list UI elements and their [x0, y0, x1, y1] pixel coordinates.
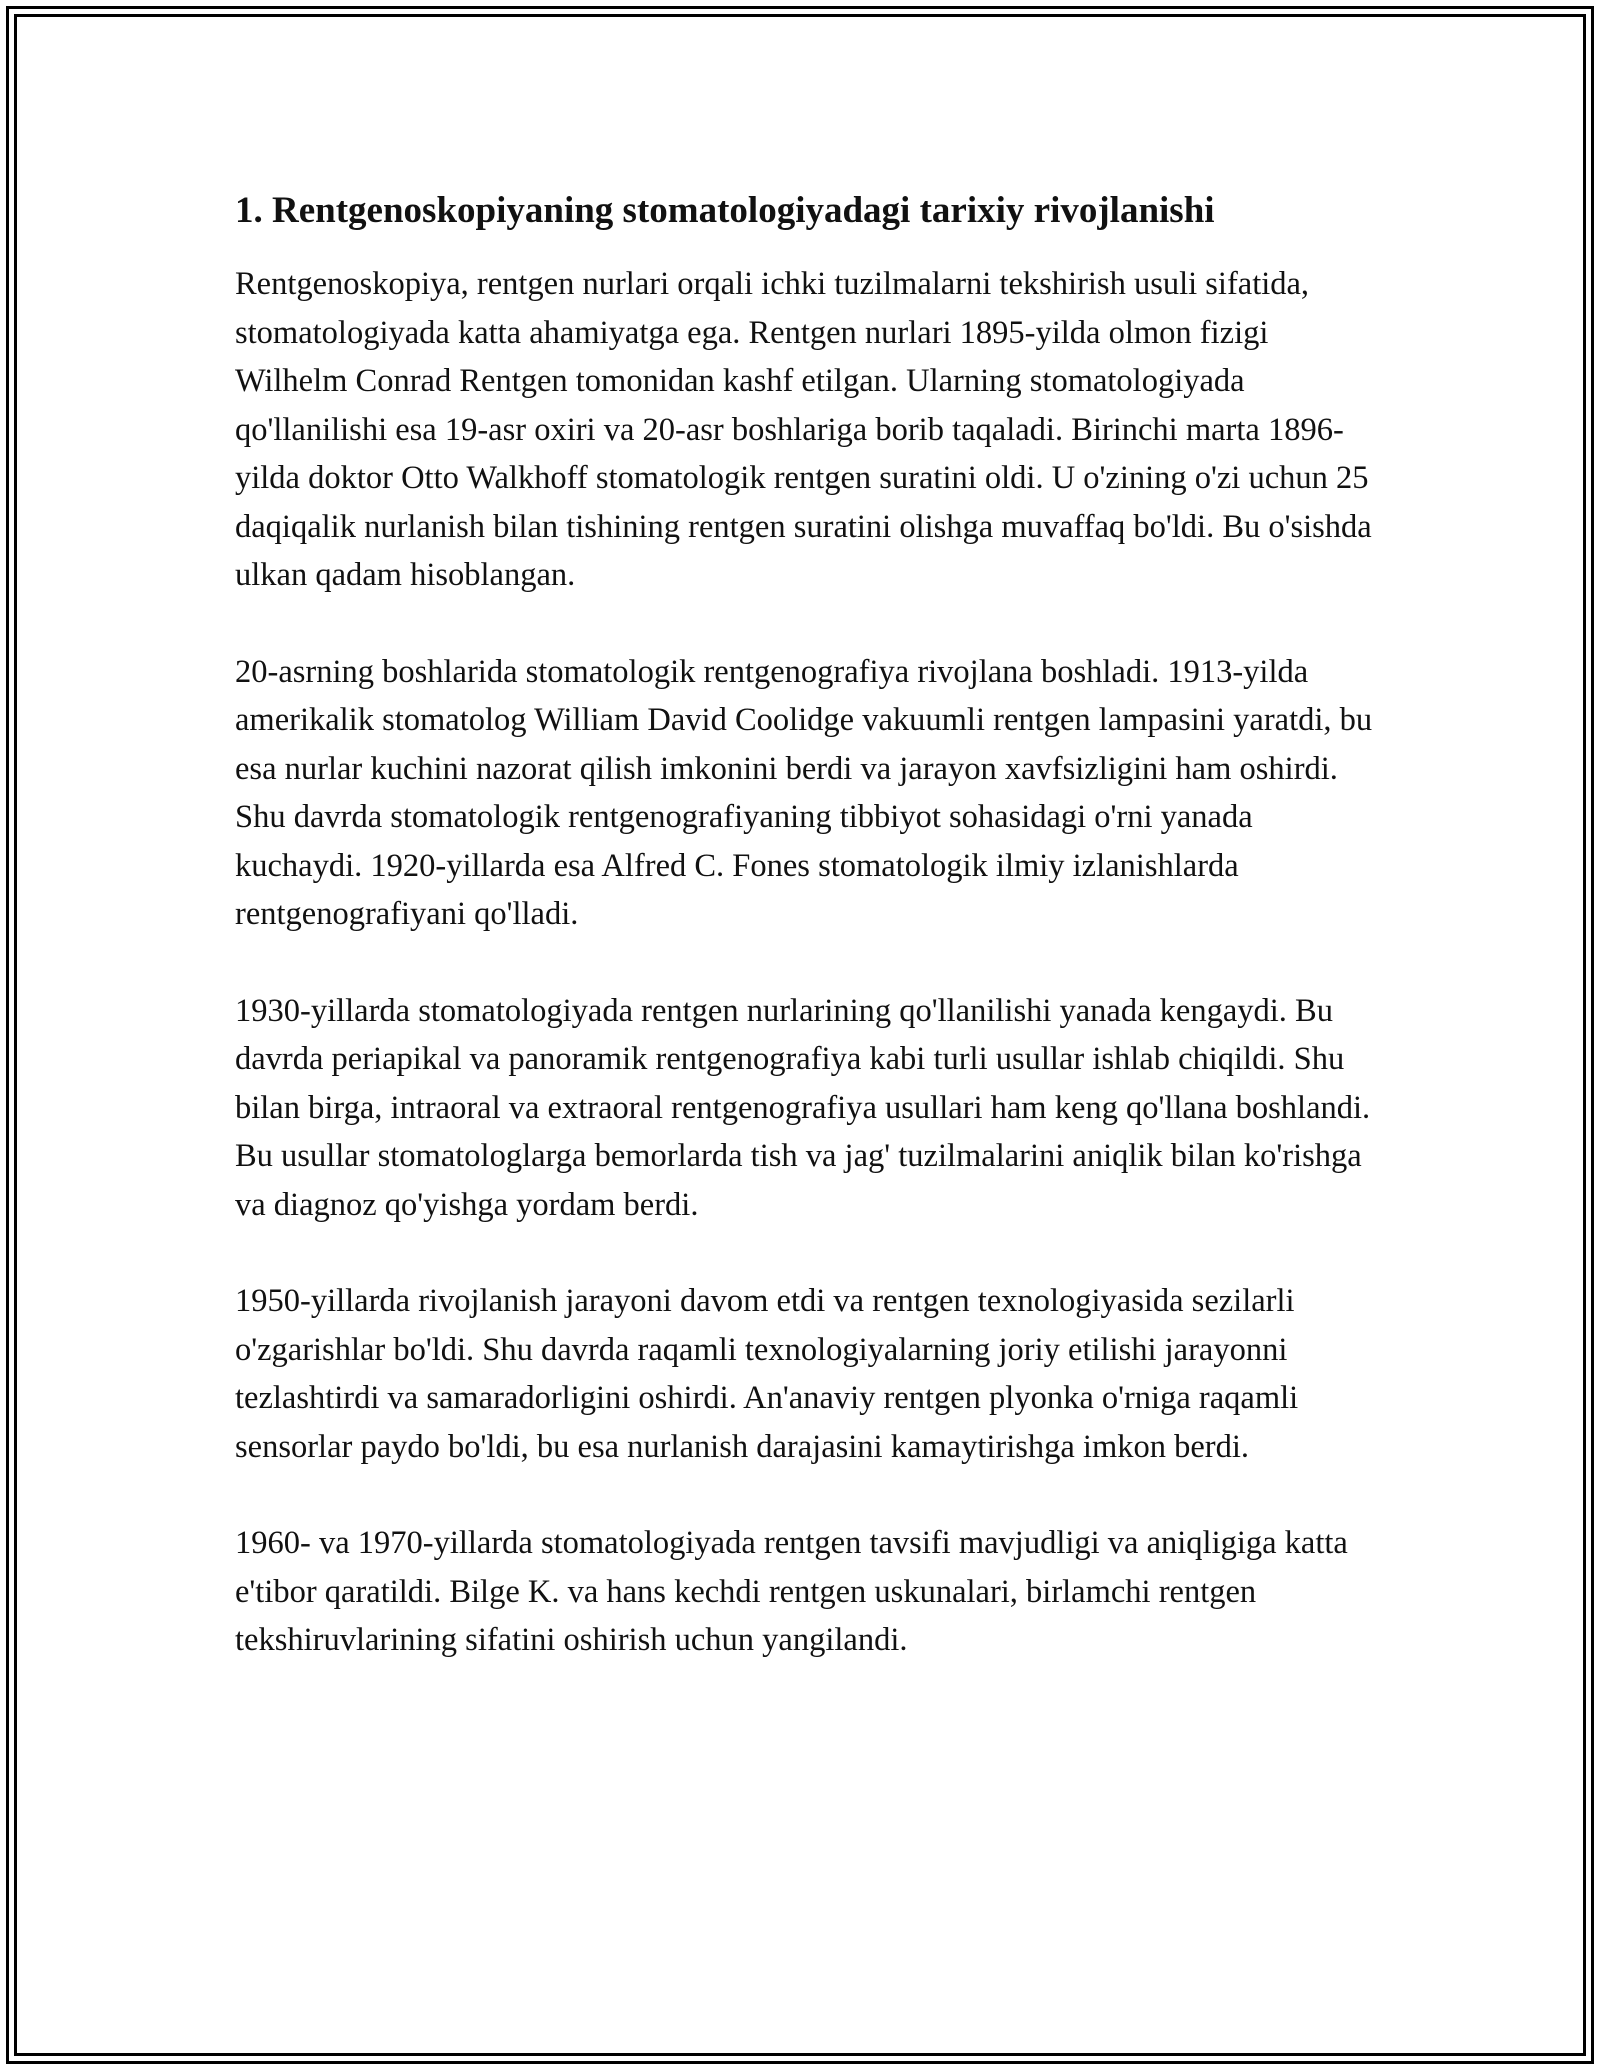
paragraph: Rentgenoskopiya, rentgen nurlari orqali ichki tuzilmalarni tekshirish usuli sifatida, stomatologiyada katta ahamiyatga ega. Rentgen nurlari 1895-yilda olmon fizigi Wilhelm Conrad Rentgen tomonidan kashf etilgan. Ularning stomatologiyada qo'llanilishi esa 19-asr oxiri va 20-asr boshlariga borib taqaladi. Birinchi marta 1896-yilda doktor Otto Walkhoff stomatologik rentgen suratini oldi. U o'zining o'zi uchun 25 daqiqalik nurlanish bilan tishining rentgen suratini olishga muvaffaq bo'ldi. Bu o'sishda ulkan qadam hisoblangan.: [235, 266, 1372, 593]
paragraph: 20-asrning boshlarida stomatologik rentgenografiya rivojlana boshladi. 1913-yilda amerikalik stomatolog William David Coolidge vakuumli rentgen lampasini yaratdi, bu esa nurlar kuchini nazorat qilish imkonini berdi va jarayon xavfsizligini ham oshirdi. Shu davrda stomatologik rentgenografiyaning tibbiyot sohasidagi o'rni yanada kuchaydi. 1920-yillarda esa Alfred C. Fones stomatologik ilmiy izlanishlarda rentgenografiyani qo'lladi.: [235, 653, 1373, 932]
paragraph: 1950-yillarda rivojlanish jarayoni davom etdi va rentgen texnologiyasida sezilarli o'zgarishlar bo'ldi. Shu davrda raqamli texnologiyalarning joriy etilishi jarayonni tezlashtirdi va samaradorligini oshirdi. An'anaviy rentgen plyonka o'rniga raqamli sensorlar paydo bo'ldi, bu esa nurlanish darajasini kamaytirishga imkon berdi.: [235, 1283, 1299, 1465]
paragraph: 1930-yillarda stomatologiyada rentgen nurlarining qo'llanilishi yanada kengaydi. Bu davrda periapikal va panoramik rentgenografiya kabi turli usullar ishlab chiqildi. Shu bilan birga, intraoral va extraoral rentgenografiya usullari ham keng qo'llana boshlandi. Bu usullar stomatologlarga bemorlarda tish va jag' tuzilmalarini aniqlik bilan ko'rishga va diagnoz qo'yishga yordam berdi.: [235, 992, 1371, 1223]
document-body: [235, 188, 1375, 1713]
paragraph: 1960- va 1970-yillarda stomatologiyada rentgen tavsifi mavjudligi va aniqligiga katta e'tibor qaratildi. Bilge K. va hans kechdi rentgen uskunalari, birlamchi rentgen tekshiruvlarining sifatini oshirish uchun yangilandi.: [235, 1525, 1348, 1658]
section-heading: 1. Rentgenoskopiyaning stomatologiyadagi tarixiy rivojlanishi: [235, 190, 1215, 231]
